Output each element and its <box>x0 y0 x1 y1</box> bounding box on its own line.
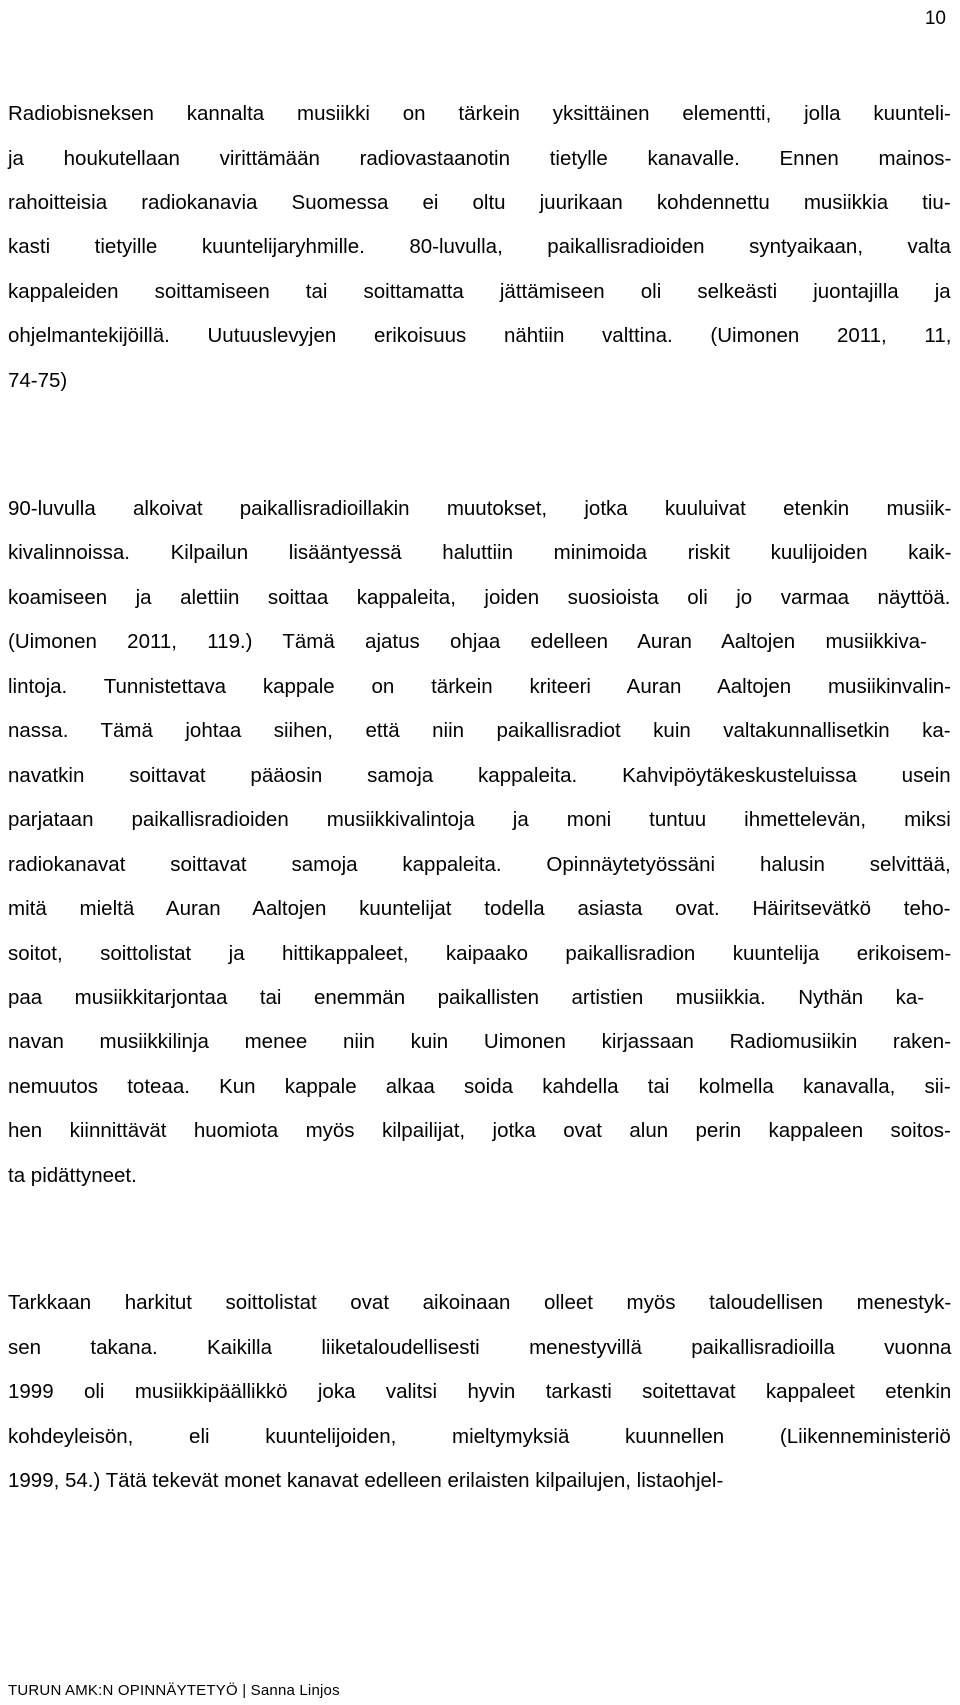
text-line: parjataan paikallisradioiden musiikkivalintoja ja moni tuntuu ihmettelevän, miksi <box>8 808 951 831</box>
text-line: soitot, soittolistat ja hittikappaleet, kaipaako paikallisradion kuuntelija erikoisem- <box>8 942 952 965</box>
text-line: kivalinnoissa. Kilpailun lisääntyessä haluttiin minimoida riskit kuulijoiden kaik- <box>8 541 952 564</box>
text-line: ta pidättyneet. <box>8 1164 137 1187</box>
text-line: navan musiikkilinja menee niin kuin Uimonen kirjassaan Radiomusiikin raken- <box>8 1030 952 1053</box>
text-line: nassa. Tämä johtaa siihen, että niin paikallisradiot kuin valtakunnallisetkin ka- <box>8 719 951 742</box>
text-line: hen kiinnittävät huomiota myös kilpailijat, jotka ovat alun perin kappaleen soitos- <box>8 1119 951 1142</box>
text-line: Radiobisneksen kannalta musiikki on tärkein yksittäinen elementti, jolla kuunteli- <box>8 102 951 125</box>
text-line: koamiseen ja alettiin soittaa kappaleita, joiden suosioista oli jo varmaa näyttöä. <box>8 586 951 609</box>
text-line: mitä mieltä Auran Aaltojen kuuntelijat todella asiasta ovat. Häiritsevätkö teho- <box>8 897 951 920</box>
text-line: nemuutos toteaa. Kun kappale alkaa soida kahdella tai kolmella kanavalla, sii- <box>8 1075 951 1098</box>
text-line: radiokanavat soittavat samoja kappaleita. Opinnäytetyössäni halusin selvittää, <box>8 853 951 876</box>
text-line: 74-75) <box>8 369 68 392</box>
text-line: ohjelmantekijöillä. Uutuuslevyjen erikoisuus nähtiin valttina. (Uimonen 2011, 11, <box>8 324 952 347</box>
text-line: (Uimonen 2011, 119.) Tämä ajatus ohjaa edelleen Auran Aaltojen musiikkiva- <box>8 630 927 653</box>
text-line: 90-luvulla alkoivat paikallisradioillakin muutokset, jotka kuuluivat etenkin musiik- <box>8 497 952 520</box>
text-line: lintoja. Tunnistettava kappale on tärkein kriteeri Auran Aaltojen musiikinvalin- <box>8 675 952 698</box>
page-number: 10 <box>924 8 946 29</box>
text-line: sen takana. Kaikilla liiketaloudellisesti menestyvillä paikallisradioilla vuonna <box>8 1336 952 1359</box>
text-line: 1999 oli musiikkipäällikkö joka valitsi hyvin tarkasti soitettavat kappaleet etenkin <box>8 1380 952 1403</box>
text-line: paa musiikkitarjontaa tai enemmän paikallisten artistien musiikkia. Nythän ka- <box>8 986 925 1009</box>
text-line: kasti tietyille kuuntelijaryhmille. 80-luvulla, paikallisradioiden syntyaikaan, valta <box>8 235 951 258</box>
footer: TURUN AMK:N OPINNÄYTETYÖ | Sanna Linjos <box>8 1682 340 1699</box>
text-line: Tarkkaan harkitut soittolistat ovat aikoinaan olleet myös taloudellisen menestyk- <box>8 1291 952 1314</box>
text-line: rahoitteisia radiokanavia Suomessa ei oltu juurikaan kohdennettu musiikkia tiu- <box>8 191 951 214</box>
text-line: 1999, 54.) Tätä tekevät monet kanavat edelleen erilaisten kilpailujen, listaohjel- <box>8 1469 724 1492</box>
text-line: navatkin soittavat pääosin samoja kappaleita. Kahvipöytäkeskusteluissa usein <box>8 764 951 787</box>
text-line: kohdeyleisön, eli kuuntelijoiden, mieltymyksiä kuunnellen (Liikenneministeriö <box>8 1425 951 1448</box>
text-line: kappaleiden soittamiseen tai soittamatta jättämiseen oli selkeästi juontajilla ja <box>8 280 951 303</box>
text-line: ja houkutellaan virittämään radiovastaanotin tietylle kanavalle. Ennen mainos- <box>8 147 952 170</box>
